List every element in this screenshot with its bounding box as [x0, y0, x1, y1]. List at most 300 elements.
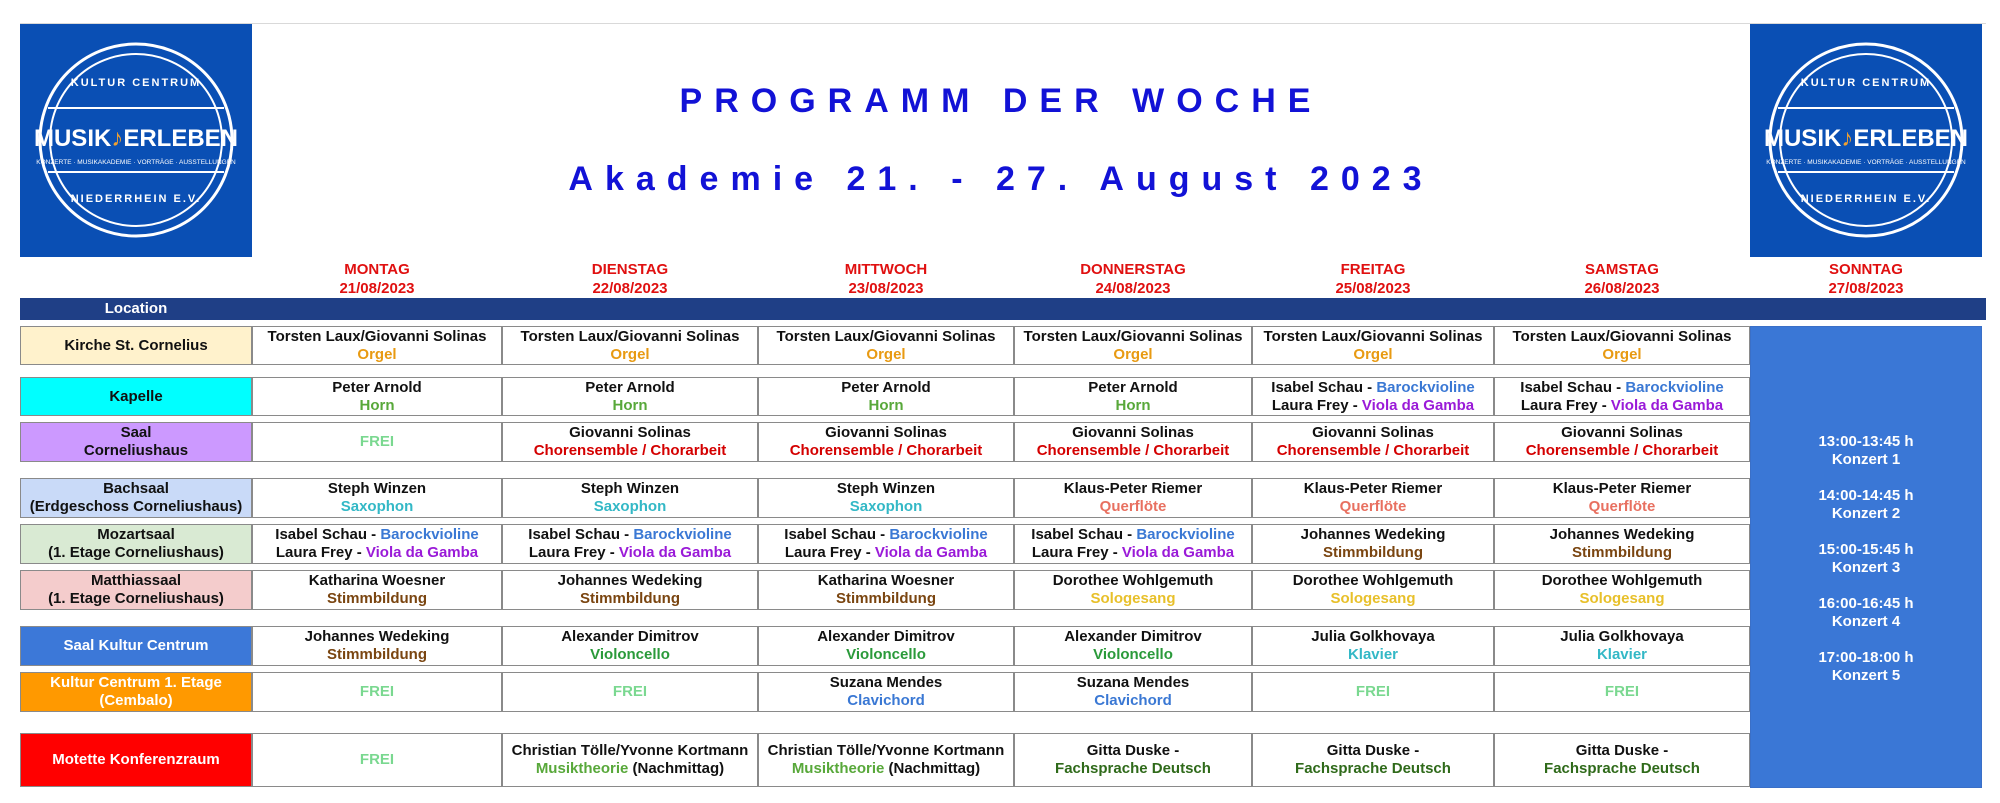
cell-line [1037, 442, 1230, 460]
cell-text: Dorothee Wohlgemuth [1292, 572, 1454, 589]
cell-line [1064, 628, 1202, 646]
cell-text: Orgel [610, 345, 650, 363]
cell-line [536, 760, 724, 778]
day-date: 25/08/2023 [1335, 280, 1411, 297]
schedule-cell [758, 626, 1014, 666]
cell-text: Giovanni Solinas [1072, 424, 1194, 441]
concert-slot [1751, 595, 1981, 631]
logo-tagline: KONZERTE · MUSIKAKADEMIE · VORTRÄGE · AUSSTELLUNGEN [36, 159, 236, 166]
schedule-cell [252, 326, 502, 365]
schedule-cell [1014, 422, 1252, 462]
cell-line [360, 751, 394, 769]
cell-line [1520, 379, 1723, 397]
schedule-cell [502, 377, 758, 416]
svg-text:MUSIK♪ERLEBEN: MUSIK♪ERLEBEN [33, 125, 239, 152]
cell-line [866, 346, 905, 364]
cell-line [1579, 590, 1664, 608]
cell-text: Stimmbildung [836, 590, 936, 607]
concert-label: Konzert 3 [1831, 559, 1901, 576]
cell-line [1064, 480, 1202, 498]
cell-text: Chorensemble / Chorarbeit [1525, 442, 1719, 459]
concert-label: Konzert 4 [1831, 613, 1901, 630]
cell-text: Viola da Gamba [1121, 544, 1235, 561]
cell-line [590, 646, 670, 664]
cell-text: Gitta Duske - [1326, 742, 1420, 759]
cell-text: Barockvioline [1625, 378, 1724, 396]
cell-text: Isabel Schau - [1520, 378, 1626, 396]
cell-line [569, 424, 691, 442]
cell-text: Torsten Laux/Giovanni Solinas [1512, 327, 1732, 345]
cell-line [275, 526, 478, 544]
cell-line [561, 628, 699, 646]
cell-line [558, 572, 703, 590]
cell-line [1521, 397, 1723, 415]
page-subtitle: Akademie 21. - 27. August 2023 [568, 160, 1434, 198]
cell-text: Steph Winzen [327, 480, 427, 497]
location-cell [20, 524, 252, 564]
cell-text: Julia Golkhovaya [1560, 628, 1684, 645]
cell-text: Sologesang [1579, 590, 1665, 607]
cell-text: Violoncello [590, 646, 670, 663]
cell-text: Klavier [1596, 646, 1648, 663]
schedule-cell [252, 422, 502, 462]
schedule-cell [1494, 733, 1750, 787]
logo-top-arc: KULTUR CENTRUM [70, 77, 202, 89]
cell-line [818, 572, 954, 590]
concert-slot [1751, 487, 1981, 523]
concert-time: 14:00-14:45 h [1818, 487, 1914, 504]
cell-text: Giovanni Solinas [825, 424, 947, 441]
schedule-cell [1252, 524, 1494, 564]
cell-text: Dorothee Wohlgemuth [1541, 572, 1703, 589]
cell-line [1311, 628, 1434, 646]
cell-line [276, 544, 478, 562]
schedule-cell [758, 733, 1014, 787]
schedule-cell [1252, 478, 1494, 518]
location-label: Kultur Centrum 1. Etage [50, 674, 222, 691]
cell-text: Stimmbildung [1572, 544, 1672, 561]
schedule-cell [502, 570, 758, 610]
cell-text: Violoncello [846, 646, 926, 663]
cell-text: Klavier [1347, 646, 1399, 663]
schedule-cell [252, 570, 502, 610]
location-label: Motette Konferenzraum [52, 751, 220, 768]
location-label: Saal Kultur Centrum [63, 637, 209, 654]
cell-text: Giovanni Solinas [1312, 424, 1434, 441]
cell-text: Alexander Dimitrov [561, 628, 699, 645]
day-date: 23/08/2023 [848, 280, 924, 297]
cell-line [785, 544, 987, 562]
cell-text: Sologesang [1330, 590, 1416, 607]
cell-line [1024, 328, 1243, 346]
schedule-cell [1494, 422, 1750, 462]
logo-bottom-arc: NIEDERRHEIN E.V. [1800, 193, 1932, 205]
location-cell [20, 326, 252, 365]
cell-line [1526, 442, 1719, 460]
logo-bottom-arc: NIEDERRHEIN E.V. [70, 193, 202, 205]
cell-text: Fachsprache Deutsch [1055, 760, 1211, 777]
cell-line [529, 544, 731, 562]
schedule-cell [502, 524, 758, 564]
cell-line [360, 433, 394, 451]
cell-text: Suzana Mendes [829, 674, 943, 691]
top-border [20, 23, 1986, 24]
cell-line [1093, 646, 1173, 664]
cell-line [1353, 346, 1392, 364]
concert-time: 13:00-13:45 h [1818, 433, 1914, 450]
cell-line [1072, 424, 1194, 442]
cell-text: Sologesang [1090, 590, 1176, 607]
day-name: SONNTAG [1829, 261, 1903, 278]
cell-line [869, 397, 904, 415]
cell-line [610, 346, 649, 364]
cell-line [1277, 442, 1470, 460]
cell-line [613, 683, 647, 701]
cell-text: Fachsprache Deutsch [1544, 760, 1700, 777]
cell-text: Laura Frey - [1520, 396, 1611, 414]
day-name: SAMSTAG [1585, 261, 1659, 278]
cell-text: Stimmbildung [580, 590, 680, 607]
day-header-sonntag [1750, 260, 1982, 298]
cell-text: Saxophon [849, 498, 923, 515]
cell-text: Querflöte [1588, 498, 1656, 515]
schedule-cell [1014, 672, 1252, 712]
location-cell [20, 478, 252, 518]
cell-text: Gitta Duske - [1086, 742, 1180, 759]
page-title: PROGRAMM DER WOCHE [679, 82, 1323, 120]
cell-text: Alexander Dimitrov [1064, 628, 1202, 645]
cell-line [1053, 572, 1214, 590]
cell-line [1272, 397, 1474, 415]
schedule-cell [758, 524, 1014, 564]
cell-text: Giovanni Solinas [1561, 424, 1683, 441]
cell-text: Barockvioline [633, 526, 732, 543]
day-name: MONTAG [344, 261, 410, 278]
cell-text: Steph Winzen [580, 480, 680, 497]
day-name: DIENSTAG [591, 261, 669, 278]
day-name: MITTWOCH [844, 261, 928, 278]
schedule-cell [758, 570, 1014, 610]
cell-line [1087, 742, 1180, 760]
cell-line [837, 480, 935, 498]
location-label: (1. Etage Corneliushaus) [48, 544, 224, 561]
schedule-cell [502, 422, 758, 462]
schedule-cell [252, 733, 502, 787]
cell-line [777, 328, 996, 346]
location-label: (Cembalo) [99, 692, 173, 709]
cell-line [309, 572, 445, 590]
concert-label: Konzert 5 [1831, 667, 1901, 684]
location-label: Kapelle [109, 387, 163, 405]
cell-text: Chorensemble / Chorarbeit [1036, 442, 1230, 459]
day-date: 27/08/2023 [1828, 280, 1904, 297]
cell-line [1340, 498, 1407, 516]
concert-time: 15:00-15:45 h [1818, 541, 1914, 558]
cell-text: Katharina Woesner [817, 572, 955, 589]
cell-text: FREI [359, 751, 395, 768]
schedule-cell [1014, 524, 1252, 564]
cell-text: Christian Tölle/Yvonne Kortmann [511, 742, 749, 759]
schedule-cell [252, 672, 502, 712]
schedule-cell [1494, 377, 1750, 416]
location-header-bar [20, 298, 1986, 320]
cell-text: Johannes Wedeking [1549, 526, 1695, 543]
cell-line [1605, 683, 1639, 701]
cell-line [581, 480, 679, 498]
cell-line [784, 526, 987, 544]
day-name: DONNERSTAG [1080, 261, 1186, 278]
cell-line [1090, 590, 1175, 608]
cell-text: Violoncello [1093, 646, 1173, 663]
location-header: Location [104, 300, 168, 317]
cell-line [1602, 346, 1641, 364]
cell-line [357, 346, 396, 364]
day-header-dienstag [502, 260, 758, 298]
location-label: Matthiassaal [90, 572, 182, 589]
cell-text: FREI [359, 433, 395, 450]
schedule-cell [502, 672, 758, 712]
cell-text: Musiktheorie [535, 760, 629, 777]
schedule-cell [1494, 672, 1750, 712]
cell-line [528, 526, 731, 544]
cell-text: Klaus-Peter Riemer [1552, 480, 1692, 497]
schedule-cell [1252, 626, 1494, 666]
cell-line [1293, 572, 1454, 590]
cell-line [830, 674, 943, 692]
cell-text: Isabel Schau - [1031, 526, 1137, 543]
location-label: Corneliushaus [83, 442, 189, 459]
cell-text: Viola da Gamba [365, 544, 479, 561]
schedule-cell [1252, 672, 1494, 712]
concert-time: 17:00-18:00 h [1818, 649, 1914, 666]
cell-line [1330, 590, 1415, 608]
cell-line [1572, 544, 1672, 562]
cell-line [817, 628, 955, 646]
concert-slot [1751, 541, 1981, 577]
sunday-concerts [1750, 326, 1982, 788]
cell-text: Torsten Laux/Giovanni Solinas [776, 327, 996, 345]
day-date: 21/08/2023 [339, 280, 415, 297]
logo-name-left: MUSIK [1763, 125, 1842, 152]
cell-text: Viola da Gamba [618, 544, 732, 561]
cell-text: Laura Frey - [1031, 544, 1122, 561]
cell-text: Barockvioline [1136, 526, 1235, 543]
day-header-freitag [1252, 260, 1494, 298]
cell-line [1271, 379, 1474, 397]
cell-text: FREI [1604, 683, 1640, 700]
schedule-cell [252, 524, 502, 564]
concert-slot [1751, 649, 1981, 685]
day-date: 26/08/2023 [1584, 280, 1660, 297]
cell-line [1116, 397, 1151, 415]
cell-text: (Nachmittag) [884, 760, 981, 777]
day-header-mittwoch [758, 260, 1014, 298]
schedule-cell [1494, 524, 1750, 564]
location-label: (Erdgeschoss Corneliushaus) [29, 498, 243, 515]
location-cell [20, 733, 252, 787]
cell-text: Suzana Mendes [1076, 674, 1190, 691]
day-date: 24/08/2023 [1095, 280, 1171, 297]
logo-right [1750, 24, 1982, 257]
day-header-samstag [1494, 260, 1750, 298]
cell-line [268, 328, 487, 346]
cell-text: Clavichord [1094, 692, 1172, 709]
cell-text: Julia Golkhovaya [1311, 628, 1435, 645]
cell-line [580, 590, 680, 608]
cell-text: Christian Tölle/Yvonne Kortmann [767, 742, 1005, 759]
schedule-cell [252, 478, 502, 518]
cell-text: Musiktheorie [791, 760, 885, 777]
cell-line [1100, 498, 1167, 516]
cell-text: Klaus-Peter Riemer [1063, 480, 1203, 497]
schedule-cell [1494, 478, 1750, 518]
cell-line [1356, 683, 1390, 701]
cell-text: Horn [612, 396, 648, 414]
cell-text: Johannes Wedeking [1300, 526, 1446, 543]
cell-text: Torsten Laux/Giovanni Solinas [267, 327, 487, 345]
schedule-cell [502, 478, 758, 518]
cell-line [1576, 742, 1669, 760]
cell-line [327, 646, 427, 664]
location-cell [20, 672, 252, 712]
cell-text: Klaus-Peter Riemer [1303, 480, 1443, 497]
cell-text: Stimmbildung [327, 590, 427, 607]
schedule-cell [1014, 626, 1252, 666]
cell-text: Querflöte [1099, 498, 1167, 515]
cell-line [328, 480, 426, 498]
cell-line [1077, 674, 1190, 692]
logo-name-right: ERLEBEN [123, 125, 239, 152]
cell-line [1348, 646, 1398, 664]
cell-text: Viola da Gamba [1361, 396, 1475, 414]
cell-line [1542, 572, 1703, 590]
cell-text: Steph Winzen [836, 480, 936, 497]
cell-text: Dorothee Wohlgemuth [1052, 572, 1214, 589]
location-cell [20, 570, 252, 610]
cell-text: Barockvioline [889, 526, 988, 543]
schedule-cell [1252, 733, 1494, 787]
cell-line [841, 379, 930, 397]
cell-line [360, 397, 395, 415]
cell-line [1597, 646, 1647, 664]
location-cell [20, 626, 252, 666]
cell-line [521, 328, 740, 346]
cell-text: Johannes Wedeking [557, 572, 703, 589]
cell-line [594, 498, 667, 516]
logo-emblem [1750, 24, 1982, 257]
cell-text: Laura Frey - [528, 544, 619, 561]
cell-line [1088, 379, 1177, 397]
cell-line [825, 424, 947, 442]
schedule-cell [1014, 478, 1252, 518]
location-label: Saal [120, 424, 152, 441]
concert-slot [1751, 433, 1981, 469]
cell-text: Chorensemble / Chorarbeit [789, 442, 983, 459]
schedule-cell [502, 733, 758, 787]
schedule-cell [1014, 377, 1252, 416]
cell-line [1264, 328, 1483, 346]
cell-line [360, 683, 394, 701]
cell-text: Stimmbildung [327, 646, 427, 663]
logo-top-arc: KULTUR CENTRUM [1800, 77, 1932, 89]
cell-line [332, 379, 421, 397]
day-header-montag [252, 260, 502, 298]
cell-text: Peter Arnold [841, 378, 931, 396]
cell-line [846, 646, 926, 664]
cell-text: Barockvioline [380, 526, 479, 543]
schedule-cell [1252, 570, 1494, 610]
cell-line [1113, 346, 1152, 364]
schedule-cell [758, 377, 1014, 416]
concert-label: Konzert 2 [1831, 505, 1901, 522]
cell-text: Giovanni Solinas [569, 424, 691, 441]
cell-text: Orgel [1113, 345, 1153, 363]
cell-line [1589, 498, 1656, 516]
cell-line [1327, 742, 1420, 760]
cell-line [1032, 544, 1234, 562]
cell-line [792, 760, 980, 778]
logo-name-right: ERLEBEN [1853, 125, 1969, 152]
cell-text: Laura Frey - [1271, 396, 1362, 414]
svg-text:MUSIK♪ERLEBEN: MUSIK♪ERLEBEN [1763, 125, 1969, 152]
cell-text: Viola da Gamba [874, 544, 988, 561]
cell-line [768, 742, 1005, 760]
location-label: Mozartsaal [97, 526, 175, 543]
schedule-cell [1494, 326, 1750, 365]
cell-text: Torsten Laux/Giovanni Solinas [1263, 327, 1483, 345]
schedule-cell [252, 626, 502, 666]
cell-text: FREI [1355, 683, 1391, 700]
location-label: (1. Etage Corneliushaus) [48, 590, 224, 607]
schedule-cell [758, 478, 1014, 518]
location-cell [20, 422, 252, 462]
cell-text: Barockvioline [1376, 378, 1475, 396]
schedule-cell [1252, 326, 1494, 365]
cell-text: FREI [612, 683, 648, 700]
cell-line [1094, 692, 1172, 710]
schedule-cell [502, 626, 758, 666]
cell-line [1295, 760, 1451, 778]
cell-text: Peter Arnold [585, 378, 675, 396]
schedule-cell [1014, 326, 1252, 365]
schedule-cell [502, 326, 758, 365]
cell-line [847, 692, 925, 710]
cell-text: Fachsprache Deutsch [1295, 760, 1451, 777]
cell-line [850, 498, 923, 516]
cell-text: Clavichord [847, 692, 925, 709]
cell-line [1312, 424, 1434, 442]
logo-emblem [20, 24, 252, 257]
cell-line [1323, 544, 1423, 562]
cell-text: Saxophon [593, 498, 667, 515]
cell-text: Chorensemble / Chorarbeit [1276, 442, 1470, 459]
logo-left [20, 24, 252, 257]
cell-line [1031, 526, 1234, 544]
cell-line [1550, 526, 1695, 544]
cell-text: Horn [1115, 396, 1151, 414]
schedule-cell [758, 422, 1014, 462]
cell-line [534, 442, 727, 460]
cell-text: Laura Frey - [784, 544, 875, 561]
cell-text: Querflöte [1339, 498, 1407, 515]
cell-text: Katharina Woesner [308, 572, 446, 589]
cell-text: Horn [868, 396, 904, 414]
schedule-cell [1252, 377, 1494, 416]
logo-tagline: KONZERTE · MUSIKAKADEMIE · VORTRÄGE · AUSSTELLUNGEN [1766, 159, 1966, 166]
cell-text: Johannes Wedeking [304, 628, 450, 645]
schedule-cell [758, 672, 1014, 712]
cell-text: Isabel Schau - [275, 526, 381, 543]
